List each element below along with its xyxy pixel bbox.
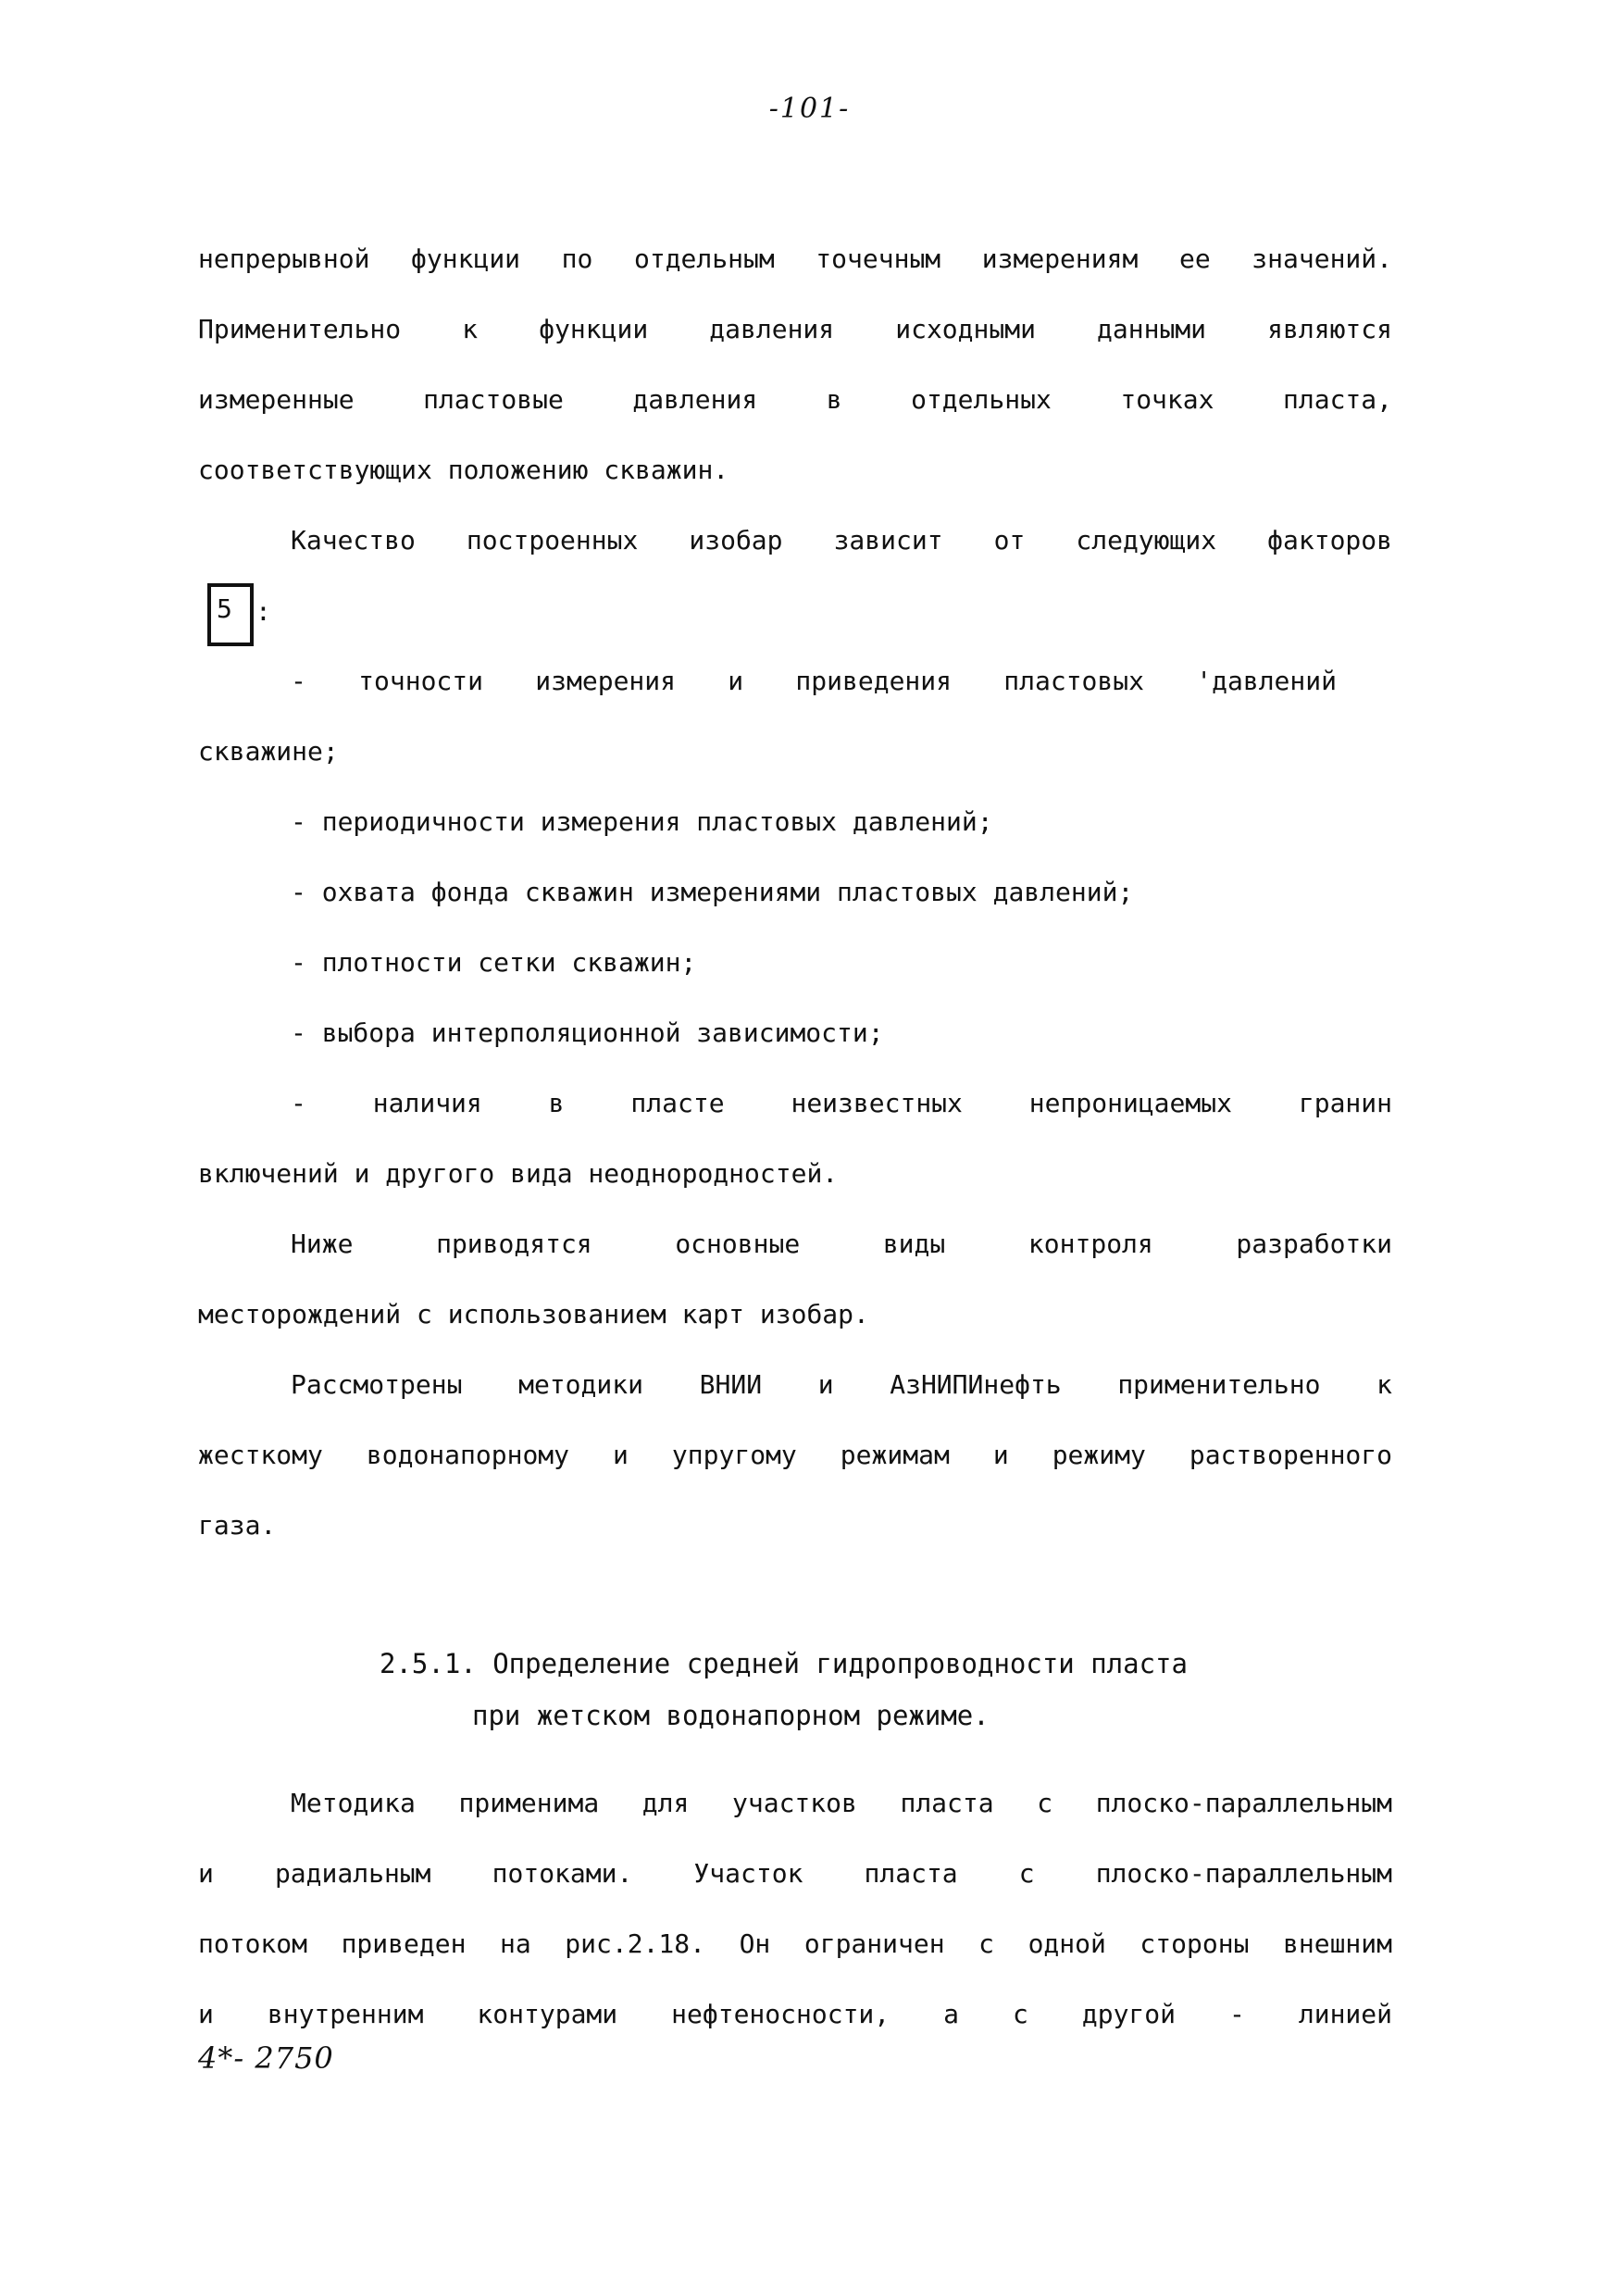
list-item-interpolation: - выбора интерполяционной зависимости; bbox=[291, 1017, 884, 1048]
section-heading-line-2: при жетском водонапорном режиме. bbox=[472, 1700, 990, 1731]
text-line-3: измеренные пластовые давления в отдельных точках пласта, bbox=[198, 384, 1392, 415]
text-line-16: Рассмотрены методики ВНИИ и АзНИПИнефть применительно к bbox=[291, 1369, 1392, 1400]
page-number: -101- bbox=[768, 93, 851, 125]
text-line-22: и внутренним контурами нефтеносности, а с другой - линией bbox=[198, 1999, 1392, 2029]
list-item-periodicity: - периодичности измерения пластовых давлений; bbox=[291, 806, 993, 837]
text-line-19: Методика применима для участков пласта с плоско-параллельным bbox=[291, 1788, 1392, 1818]
text-line-2: Применительно к функции давления исходными данными являются bbox=[198, 314, 1392, 344]
text-line-18: газа. bbox=[198, 1510, 277, 1541]
text-line-4: соответствующих положению скважин. bbox=[198, 455, 729, 485]
list-item-density: - плотности сетки скважин; bbox=[291, 947, 697, 978]
text-line-14: Ниже приводятся основные виды контроля разработки bbox=[291, 1229, 1392, 1259]
reference-colon: : bbox=[255, 596, 271, 627]
text-line-13: включений и другого вида неоднородностей. bbox=[198, 1158, 839, 1189]
text-line-17: жесткому водонапорному и упругому режимам и режиму растворенного bbox=[198, 1440, 1392, 1470]
text-line-5: Качество построенных изобар зависит от следующих факторов bbox=[291, 525, 1392, 555]
text-line-1: непрерывной функции по отдельным точечным измерениям ее значений. bbox=[198, 243, 1392, 274]
list-item-boundaries: - наличия в пласте неизвестных непроницаемых гранин bbox=[291, 1088, 1392, 1118]
reference-bracket-right bbox=[237, 583, 254, 646]
reference-number: 5 bbox=[217, 593, 232, 624]
text-line-15: месторождений с использованием карт изобар. bbox=[198, 1299, 869, 1329]
list-item-coverage: - охвата фонда скважин измерениями пластовых давлений; bbox=[291, 877, 1134, 907]
text-line-20: и радиальным потоками. Участок пласта с плоско-параллельным bbox=[198, 1858, 1392, 1889]
text-line-21: потоком приведен на рис.2.18. Он ограничен с одной стороны внешним bbox=[198, 1928, 1392, 1959]
list-item-accuracy: - точности измерения и приведения пластовых 'давлений bbox=[291, 666, 1337, 696]
section-heading-line-1: 2.5.1. Определение средней гидропроводности пласта bbox=[380, 1648, 1188, 1679]
archive-code: 4*- 2750 bbox=[198, 2040, 334, 2076]
text-line-7: скважине; bbox=[198, 736, 339, 767]
